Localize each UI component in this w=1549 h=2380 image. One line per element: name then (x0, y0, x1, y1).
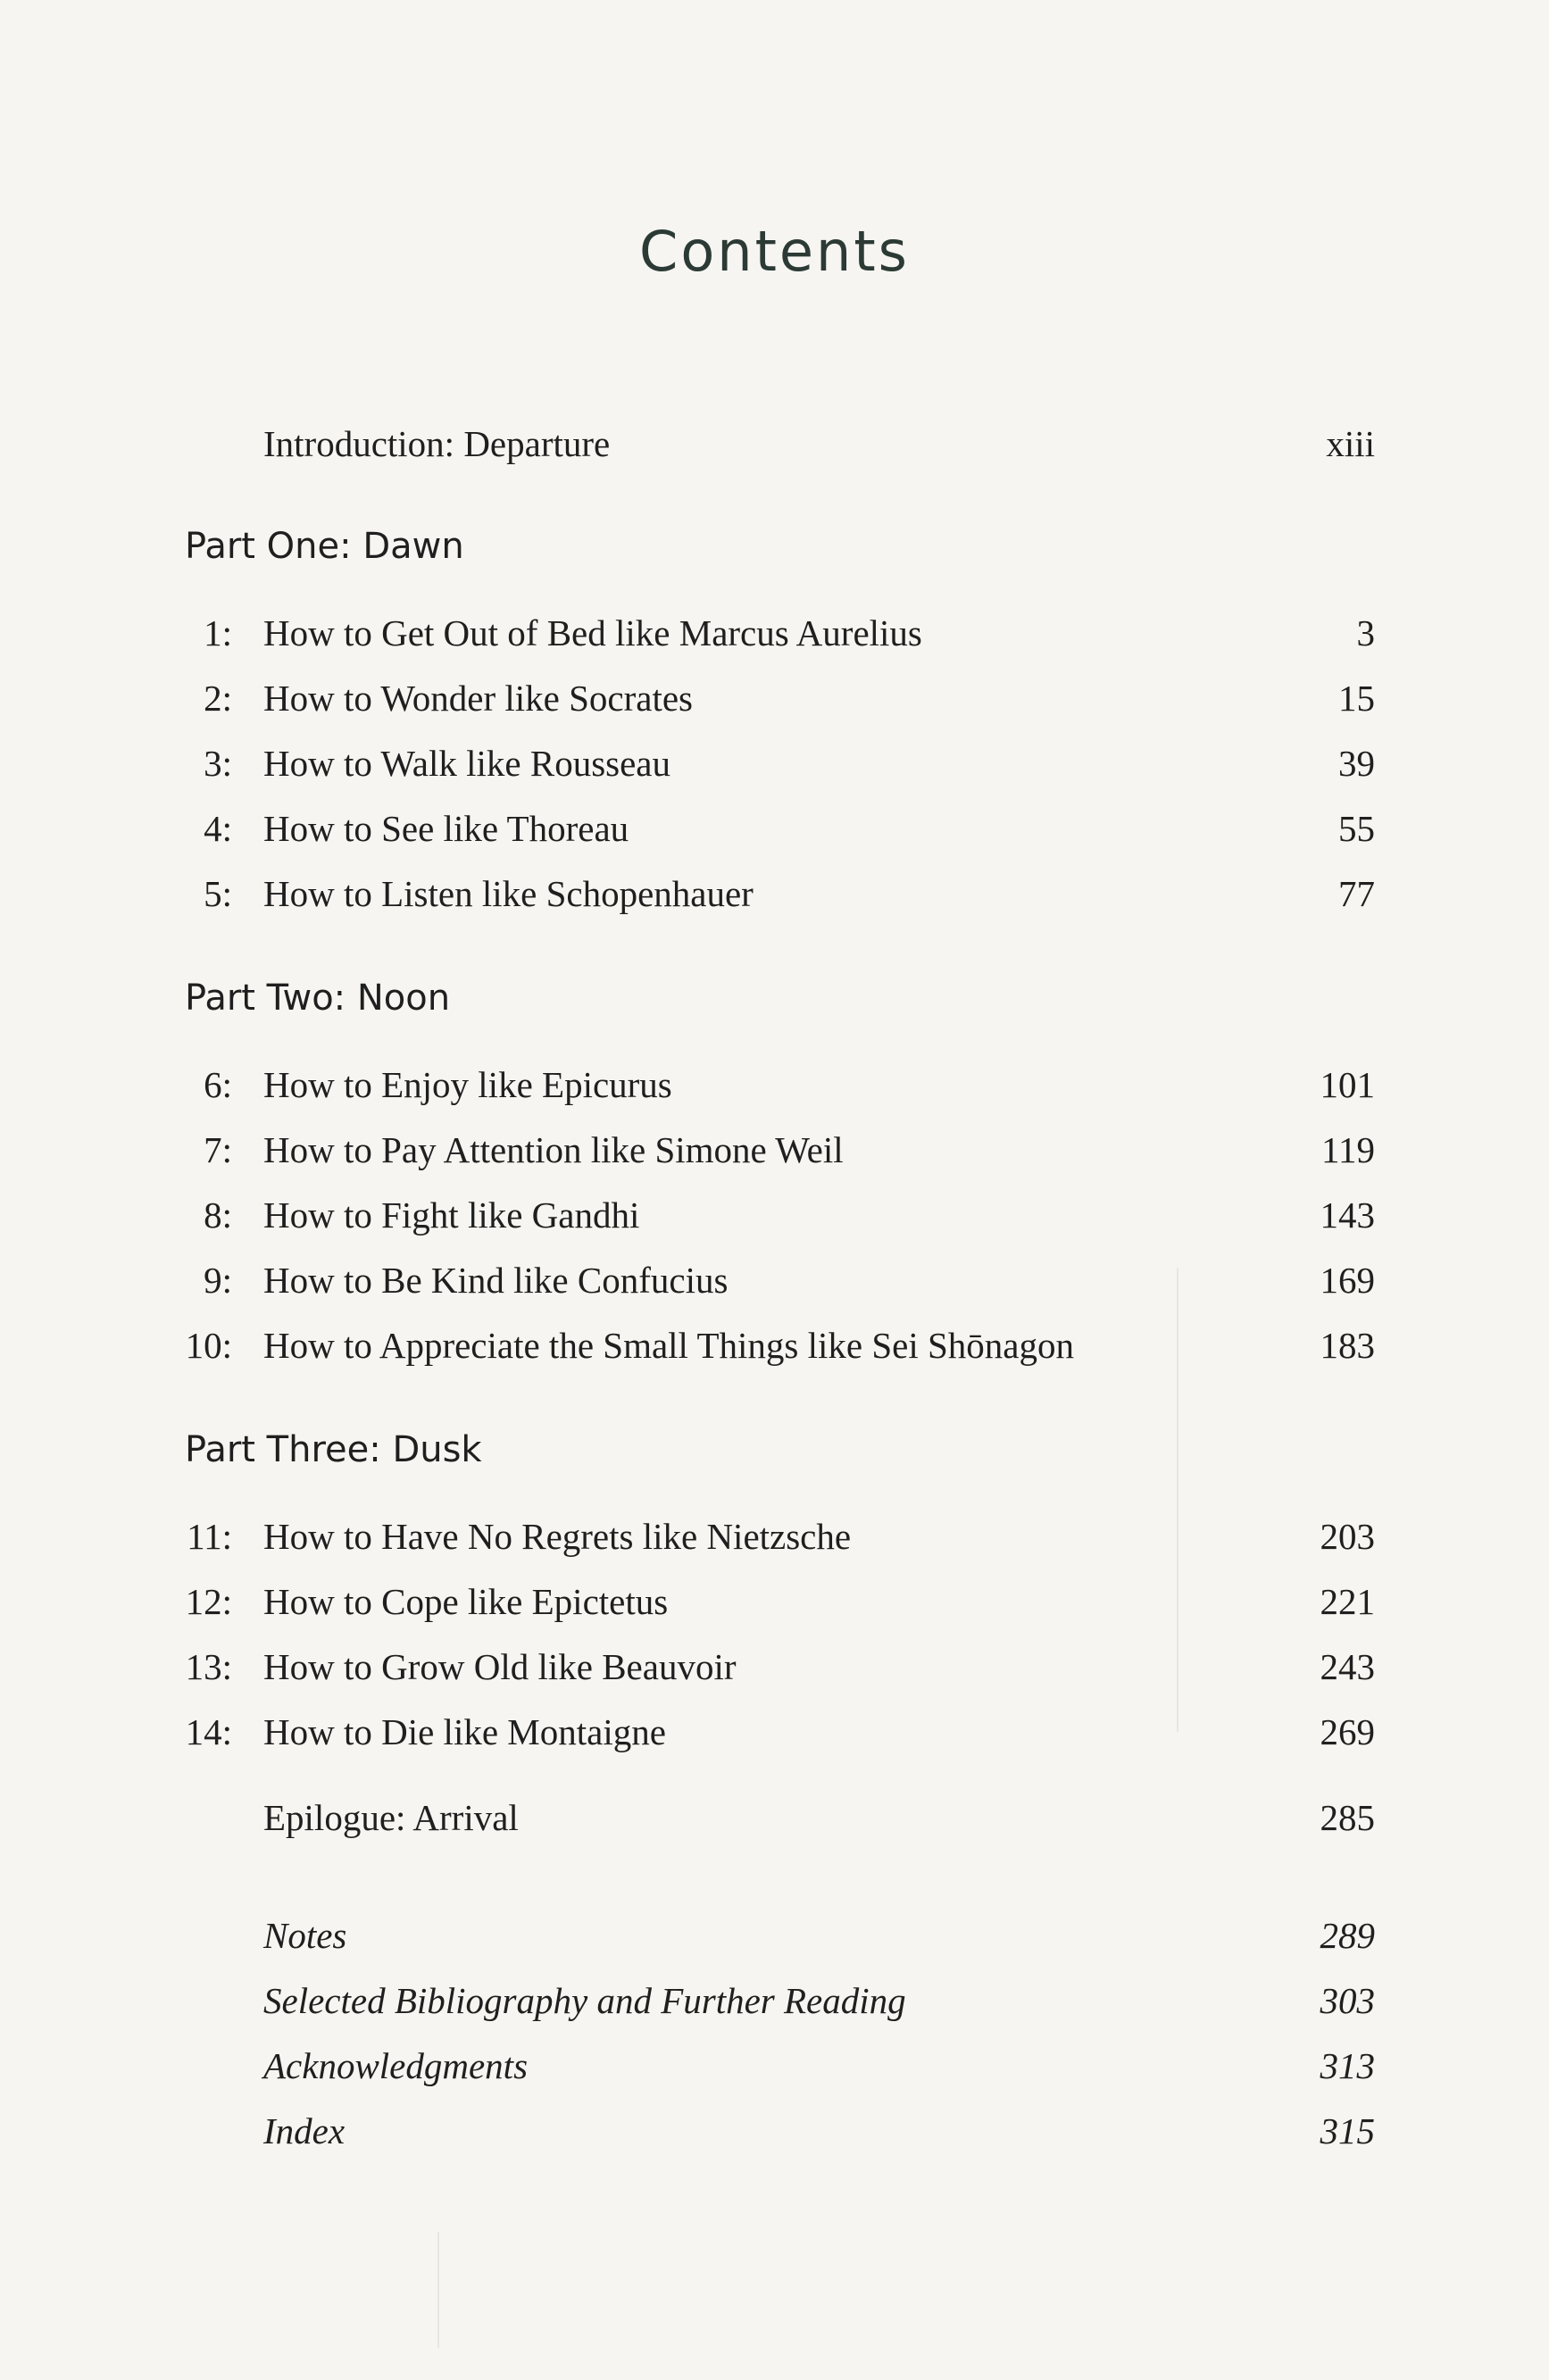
toc-entry-page: 101 (1320, 1064, 1375, 1105)
toc-entry-label: How to Be Kind like Confucius (263, 1260, 729, 1301)
toc-entry-number: 8: (204, 1194, 232, 1236)
toc-entry-page: 183 (1320, 1325, 1375, 1366)
toc-entry[interactable] (0, 1511, 1549, 1561)
toc-entry-number: 1: (204, 612, 232, 653)
toc-entry-label: How to Pay Attention like Simone Weil (263, 1129, 844, 1170)
part-heading: Part One: Dawn (185, 526, 464, 567)
toc-entry[interactable] (0, 1642, 1549, 1692)
toc-entry-label: How to Fight like Gandhi (263, 1194, 640, 1236)
toc-entry-number: 3: (204, 743, 232, 784)
toc-entry-page: 77 (1338, 873, 1375, 914)
part-heading: Part Three: Dusk (185, 1429, 482, 1470)
toc-entry-index[interactable] (0, 2106, 1549, 2156)
toc-entry-label: Epilogue: Arrival (263, 1797, 519, 1838)
toc-entry[interactable] (0, 1707, 1549, 1757)
toc-entry-label: How to Have No Regrets like Nietzsche (263, 1516, 852, 1557)
toc-entry-number: 14: (185, 1711, 232, 1752)
toc-entry[interactable] (0, 1577, 1549, 1627)
toc-entry-number: 9: (204, 1260, 232, 1301)
toc-entry-notes[interactable] (0, 1910, 1549, 1960)
toc-entry-label: Acknowledgments (263, 2045, 529, 2086)
toc-entry-label: How to Grow Old like Beauvoir (263, 1646, 737, 1687)
toc-entry-number: 11: (187, 1516, 232, 1557)
toc-entry-page: 285 (1320, 1797, 1375, 1838)
toc-entry-label: Selected Bibliography and Further Reading (263, 1980, 906, 2021)
toc-entry-number: 2: (204, 678, 232, 719)
toc-entry-page: xiii (1326, 423, 1375, 464)
page-crease (437, 2232, 439, 2348)
toc-entry-page: 143 (1320, 1194, 1375, 1236)
toc-entry-label: Notes (263, 1915, 347, 1956)
page-title: Contents (639, 219, 910, 284)
toc-entry-label: How to Cope like Epictetus (263, 1581, 669, 1622)
toc-entry-number: 6: (204, 1064, 232, 1105)
toc-entry-page: 313 (1320, 2045, 1375, 2086)
toc-entry-label: How to Die like Montaigne (263, 1711, 666, 1752)
toc-entry-label: Introduction: Departure (263, 423, 611, 464)
toc-entry-number: 5: (204, 873, 232, 914)
toc-entry-page: 39 (1338, 743, 1375, 784)
toc-entry[interactable] (0, 673, 1549, 723)
toc-entry[interactable] (0, 803, 1549, 853)
toc-entry-label: How to Enjoy like Epicurus (263, 1064, 672, 1105)
toc-entry-page: 119 (1321, 1129, 1375, 1170)
toc-entry[interactable] (0, 608, 1549, 658)
toc-entry[interactable] (0, 869, 1549, 919)
toc-entry-label: How to Appreciate the Small Things like Sei Shōnagon (263, 1325, 1074, 1366)
part-heading: Part Two: Noon (185, 978, 451, 1019)
toc-entry-epilogue[interactable] (0, 1793, 1549, 1843)
toc-entry-label: How to Wonder like Socrates (263, 678, 694, 719)
toc-entry-page: 243 (1320, 1646, 1375, 1687)
toc-entry-label: How to Walk like Rousseau (263, 743, 671, 784)
toc-entry-acknowledgments[interactable] (0, 2041, 1549, 2091)
toc-entry[interactable] (0, 1255, 1549, 1305)
toc-entry-number: 13: (185, 1646, 232, 1687)
toc-entry-page: 303 (1320, 1980, 1375, 2021)
toc-entry-number: 10: (185, 1325, 232, 1366)
toc-entry-page: 203 (1320, 1516, 1375, 1557)
toc-entry-page: 55 (1338, 808, 1375, 849)
toc-entry-page: 289 (1320, 1915, 1375, 1956)
toc-entry-label: How to Get Out of Bed like Marcus Aurelius (263, 612, 922, 653)
toc-entry-bibliography[interactable] (0, 1976, 1549, 2026)
toc-entry-page: 315 (1320, 2110, 1375, 2151)
toc-entry-label: How to See like Thoreau (263, 808, 629, 849)
toc-entry-page: 269 (1320, 1711, 1375, 1752)
toc-entry-number: 12: (185, 1581, 232, 1622)
toc-entry-page: 169 (1320, 1260, 1375, 1301)
toc-entry[interactable] (0, 1320, 1549, 1370)
toc-entry[interactable] (0, 1060, 1549, 1110)
toc-entry-number: 7: (204, 1129, 232, 1170)
toc-entry-label: Index (263, 2110, 346, 2151)
toc-entry[interactable] (0, 738, 1549, 788)
toc-entry-page: 3 (1356, 612, 1375, 653)
toc-entry-page: 15 (1338, 678, 1375, 719)
toc-entry-introduction[interactable] (0, 419, 1549, 469)
toc-entry[interactable] (0, 1190, 1549, 1240)
toc-entry-label: How to Listen like Schopenhauer (263, 873, 754, 914)
toc-entry[interactable] (0, 1125, 1549, 1175)
toc-entry-page: 221 (1320, 1581, 1375, 1622)
toc-entry-number: 4: (204, 808, 232, 849)
